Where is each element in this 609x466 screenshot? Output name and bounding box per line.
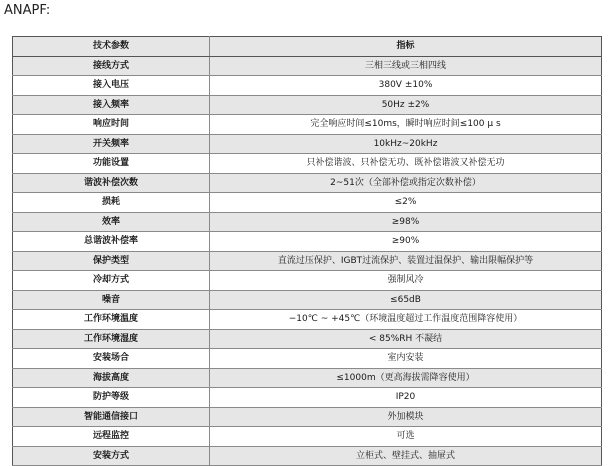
parameter-name: 接入频率 bbox=[13, 95, 210, 115]
parameter-value: 外加模块 bbox=[210, 407, 602, 427]
parameter-value: 完全响应时间≤10ms，瞬时响应时间≤100 μ s bbox=[210, 115, 602, 135]
parameter-name: 损耗 bbox=[13, 193, 210, 213]
table-row bbox=[13, 154, 602, 174]
parameter-value: −10℃ ~ +45℃（环境温度超过工作温度范围降容使用） bbox=[210, 310, 602, 330]
header-value: 指标 bbox=[210, 37, 602, 57]
parameter-name: 开关频率 bbox=[13, 134, 210, 154]
parameter-value: 10kHz~20kHz bbox=[210, 134, 602, 154]
header-parameter: 技术参数 bbox=[13, 37, 210, 57]
table-row bbox=[13, 427, 602, 447]
parameter-value: 可选 bbox=[210, 427, 602, 447]
parameter-value: ≥90% bbox=[210, 232, 602, 252]
parameter-value: 50Hz ±2% bbox=[210, 95, 602, 115]
table-row bbox=[13, 115, 602, 135]
table-row bbox=[13, 76, 602, 96]
parameter-name: 防护等级 bbox=[13, 388, 210, 408]
parameter-name: 海拔高度 bbox=[13, 368, 210, 388]
table-row bbox=[13, 251, 602, 271]
parameter-name: 响应时间 bbox=[13, 115, 210, 135]
parameter-value: 强制风冷 bbox=[210, 271, 602, 291]
parameter-name: 智能通信接口 bbox=[13, 407, 210, 427]
parameter-value: IP20 bbox=[210, 388, 602, 408]
parameter-name: 总谐波补偿率 bbox=[13, 232, 210, 252]
parameter-value: ≤65dB bbox=[210, 290, 602, 310]
table-row bbox=[13, 310, 602, 330]
table-row bbox=[13, 349, 602, 369]
table-row bbox=[13, 329, 602, 349]
parameter-value: ≤2% bbox=[210, 193, 602, 213]
parameter-name: 安装场合 bbox=[13, 349, 210, 369]
table-row bbox=[13, 95, 602, 115]
table-row bbox=[13, 271, 602, 291]
parameter-value: < 85%RH 不凝结 bbox=[210, 329, 602, 349]
parameter-name: 远程监控 bbox=[13, 427, 210, 447]
parameter-name: 保护类型 bbox=[13, 251, 210, 271]
parameter-name: 谐波补偿次数 bbox=[13, 173, 210, 193]
page-title: ANAPF: bbox=[4, 3, 51, 18]
parameter-value: ≥98% bbox=[210, 212, 602, 232]
parameter-value: 立柜式、壁挂式、抽屉式 bbox=[210, 446, 602, 466]
parameter-value: 380V ±10% bbox=[210, 76, 602, 96]
parameter-value: 室内安装 bbox=[210, 349, 602, 369]
parameter-name: 安装方式 bbox=[13, 446, 210, 466]
parameter-name: 噪音 bbox=[13, 290, 210, 310]
parameter-name: 接线方式 bbox=[13, 56, 210, 76]
parameter-name: 接入电压 bbox=[13, 76, 210, 96]
parameter-name: 功能设置 bbox=[13, 154, 210, 174]
parameter-value: 三相三线或三相四线 bbox=[210, 56, 602, 76]
parameter-value: 直流过压保护、IGBT过流保护、装置过温保护、输出限幅保护等 bbox=[210, 251, 602, 271]
parameter-name: 工作环境湿度 bbox=[13, 329, 210, 349]
table-row bbox=[13, 446, 602, 466]
parameter-value: 只补偿谐波、只补偿无功、既补偿谐波又补偿无功 bbox=[210, 154, 602, 174]
parameter-name: 冷却方式 bbox=[13, 271, 210, 291]
table-row bbox=[13, 193, 602, 213]
table-row bbox=[13, 368, 602, 388]
table-row bbox=[13, 232, 602, 252]
table-row bbox=[13, 134, 602, 154]
table-row bbox=[13, 388, 602, 408]
parameter-value: ≤1000m（更高海拔需降容使用） bbox=[210, 368, 602, 388]
table-row bbox=[13, 212, 602, 232]
table-header-row bbox=[13, 37, 602, 57]
table-row bbox=[13, 56, 602, 76]
table-row bbox=[13, 407, 602, 427]
parameter-name: 效率 bbox=[13, 212, 210, 232]
parameter-name: 工作环境温度 bbox=[13, 310, 210, 330]
table-row bbox=[13, 290, 602, 310]
spec-table bbox=[12, 36, 602, 466]
table-row bbox=[13, 173, 602, 193]
parameter-value: 2~51次（全部补偿或指定次数补偿） bbox=[210, 173, 602, 193]
